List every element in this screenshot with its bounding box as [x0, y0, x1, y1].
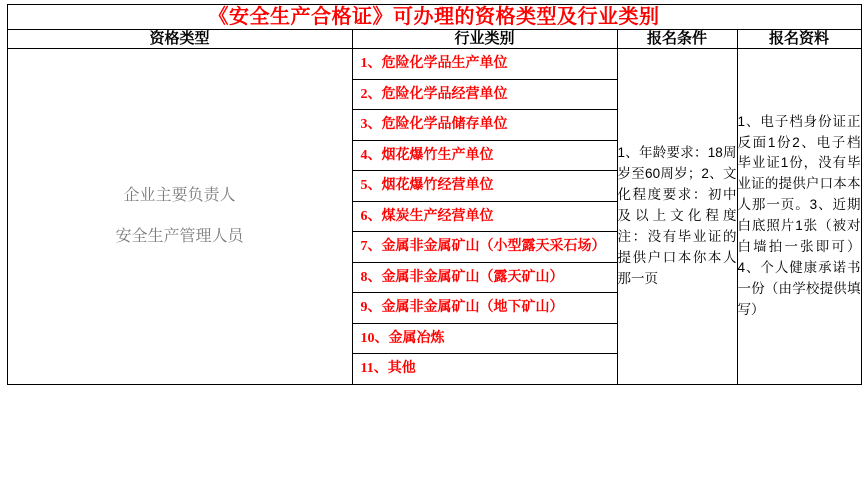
list-item: 3、危险化学品储存单位 — [353, 110, 617, 141]
column-header-qualification: 资格类型 — [7, 30, 352, 49]
list-item: 9、金属非金属矿山（地下矿山） — [353, 293, 617, 324]
list-item: 10、金属冶炼 — [353, 324, 617, 355]
registration-conditions-cell — [617, 49, 737, 385]
column-header-materials: 报名资料 — [737, 30, 861, 49]
list-item: 5、烟花爆竹经营单位 — [353, 171, 617, 202]
list-item: 2、危险化学品经营单位 — [353, 80, 617, 111]
qualification-type-1: 企业主要负责人 — [123, 186, 236, 204]
document-page — [0, 4, 868, 504]
list-item: 6、煤炭生产经营单位 — [353, 202, 617, 233]
list-item: 4、烟花爆竹生产单位 — [353, 141, 617, 172]
list-item: 7、金属非金属矿山（小型露天采石场） — [353, 232, 617, 263]
column-header-conditions: 报名条件 — [617, 30, 737, 49]
list-item: 1、危险化学品生产单位 — [353, 49, 617, 80]
registration-conditions-text: 1、年龄要求：18周岁至60周岁；2、文化程度要求：初中及以上文化程度注：没有毕业证的提供户口本你本人那一页 — [617, 145, 737, 286]
column-header-industry: 行业类别 — [352, 30, 617, 49]
table-body-row — [7, 49, 861, 385]
list-item: 8、金属非金属矿山（露天矿山） — [353, 263, 617, 294]
qualification-type-2: 安全生产管理人员 — [115, 228, 244, 246]
qualification-table — [7, 4, 862, 385]
qualification-types-cell — [7, 49, 352, 385]
registration-materials-text: 1、电子档身份证正反面1份2、电子档毕业证1份，没有毕业证的提供户口本本人那一页。3、近期白底照片1张（被对白墙拍一张即可）4、个人健康承诺书一份（由学校提供填写） — [737, 113, 861, 317]
list-item: 11、其他 — [360, 361, 416, 376]
table-header-row — [7, 30, 861, 49]
registration-materials-cell — [737, 49, 861, 385]
document-title: 《安全生产合格证》可办理的资格类型及行业类别 — [7, 5, 861, 30]
industry-types-cell — [352, 49, 617, 385]
table-title-row — [7, 5, 861, 30]
industry-list — [353, 49, 617, 384]
